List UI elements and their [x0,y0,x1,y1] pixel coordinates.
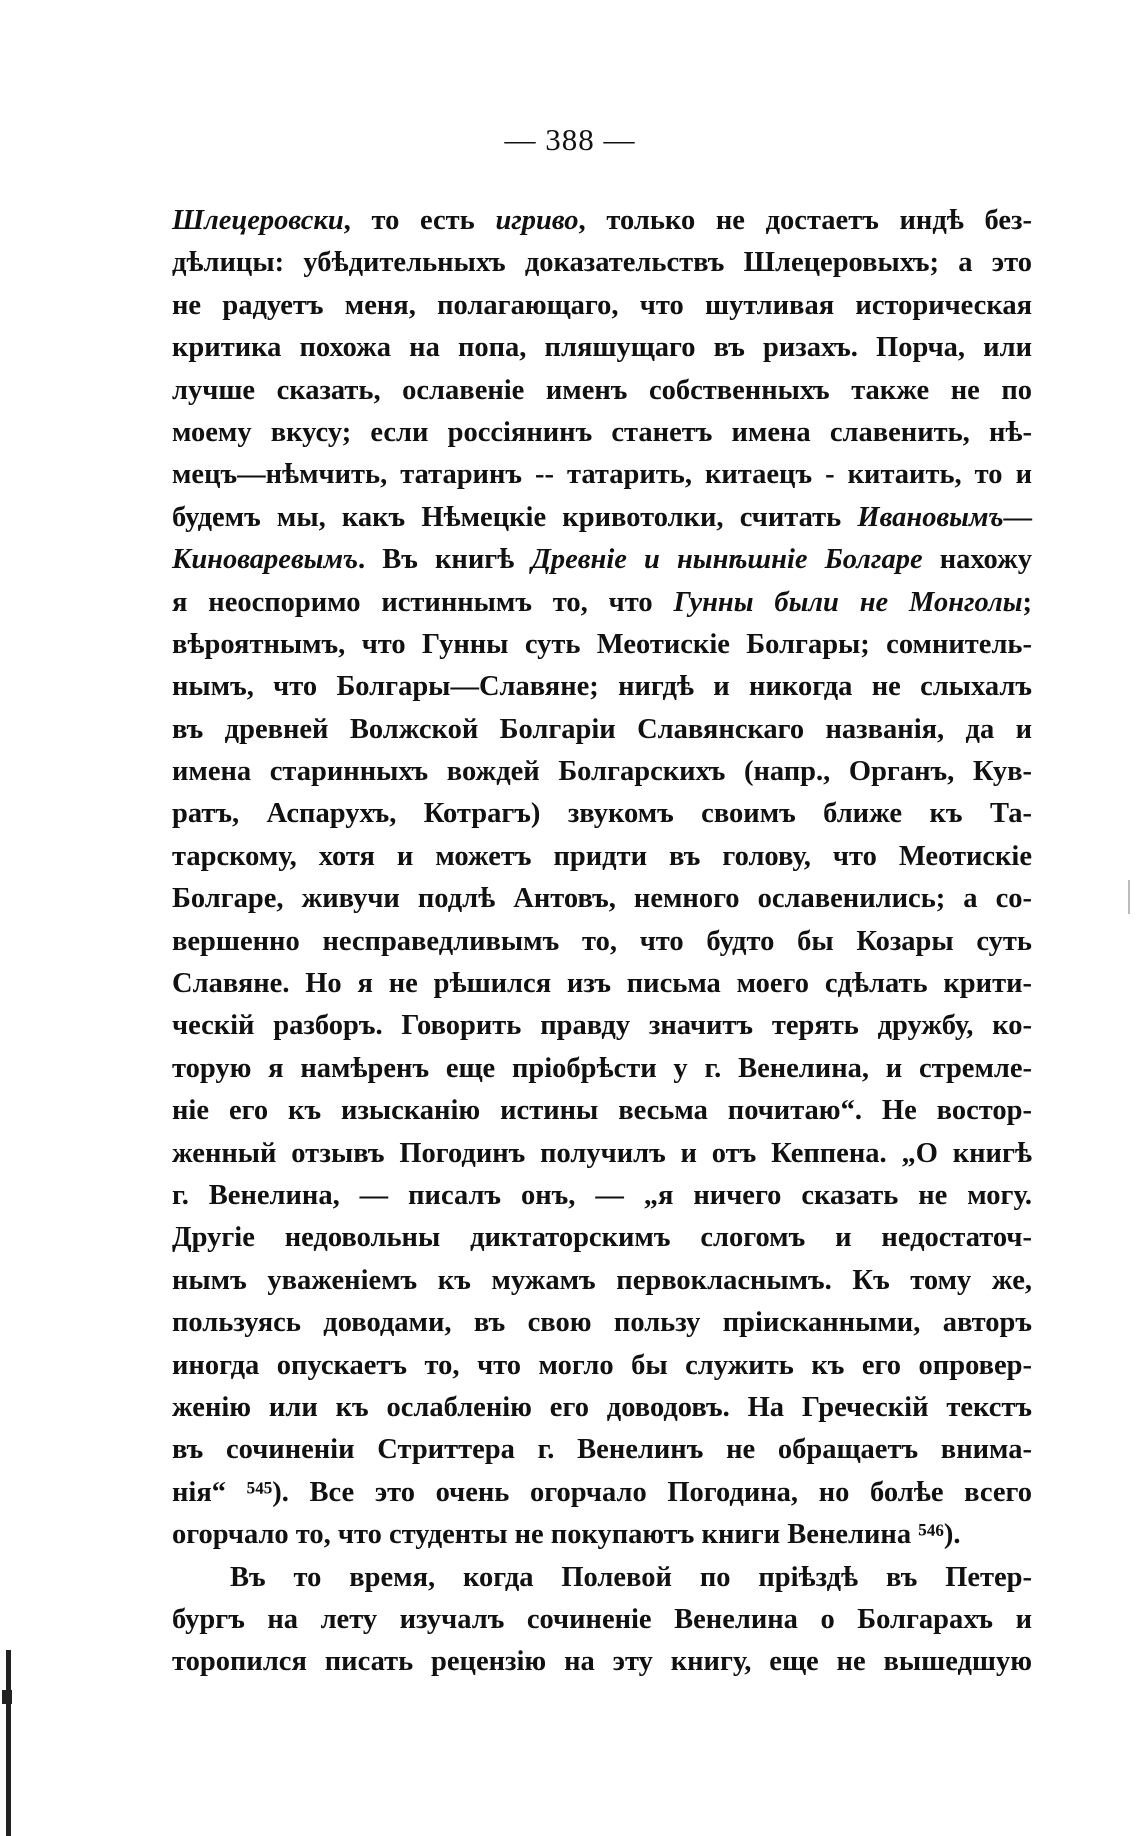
scan-artifact-mark [1128,880,1130,914]
text-line: моему вкусу; если россіянинъ станетъ имена славенить, нѣ- [172,416,1032,448]
scan-edge-mark [6,1650,11,1836]
body-text [172,200,1032,1684]
text-line: критика похожа на попа, пляшущаго въ ризахъ. Порча, или [172,332,1032,364]
scan-edge-notch [2,1690,12,1704]
text-line: я неоспоримо истиннымъ то, что Гунны были не Монголы; [172,586,1032,618]
text-line: вершенно несправедливымъ то, что будто бы Козары суть [172,925,1032,957]
text-line: г. Венелина, — писалъ онъ, — „я ничего сказать не могу. [172,1179,1032,1211]
text-line: иногда опускаетъ то, что могло бы служить къ его опровер- [172,1349,1032,1381]
text-line: ратъ, Аспарухъ, Котрагъ) звукомъ своимъ ближе къ Та- [172,798,1032,830]
text-line: въ древней Волжской Болгаріи Славянскаго названія, да и [172,713,1032,745]
text-line: лучше сказать, ославеніе именъ собственныхъ также не по [172,374,1032,406]
text-line: Въ то время, когда Полевой по пріѣздѣ въ Петер- [230,1561,1032,1593]
text-line: бургъ на лету изучалъ сочиненіе Венелина о Болгарахъ и [172,1603,1032,1635]
text-line: женный отзывъ Погодинъ получилъ и отъ Кеппена. „О книгѣ [172,1137,1032,1169]
text-line: Славяне. Но я не рѣшился изъ письма моего сдѣлать крити- [172,968,1032,1000]
text-line: торопился писать рецензію на эту книгу, еще не вышедшую [172,1646,1032,1678]
text-line: вѣроятнымъ, что Гунны суть Меотискіе Болгары; сомнитель- [172,628,1032,660]
text-line: Болгаре, живучи подлѣ Антовъ, немного ославенились; а со- [172,883,1032,915]
text-line: нымъ уваженіемъ къ мужамъ первокласнымъ. Къ тому же, [172,1264,1032,1296]
text-line: торую я намѣренъ еще пріобрѣсти у г. Венелина, и стремле- [172,1052,1032,1084]
text-line: имена старинныхъ вождей Болгарскихъ (напр., Органъ, Кув- [172,756,1032,788]
text-line: въ сочиненіи Стриттера г. Венелинъ не обращаетъ внима- [172,1434,1032,1466]
text-line: дѣлицы: убѣдительныхъ доказательствъ Шлецеровыхъ; а это [172,247,1032,279]
text-line: мецъ—нѣмчить, татаринъ -- татарить, китаецъ - китаить, то и [172,459,1032,491]
text-line: будемъ мы, какъ Нѣмецкіе кривотолки, считать Ивановымъ— [172,501,1032,533]
text-line: пользуясь доводами, въ свою пользу пріисканными, авторъ [172,1307,1032,1339]
text-line: не радуетъ меня, полагающаго, что шутливая историческая [172,289,1032,321]
text-line: тарскому, хотя и можетъ придти въ голову, что Меотискіе [172,840,1032,872]
page-number: — 388 — [504,122,636,157]
text-line: Шлецеровски, то есть игриво, только не достаетъ индѣ без- [172,205,1032,236]
text-line: Киноваревымъ. Въ книгѣ Древніе и нынѣшніе Болгаре нахожу [172,544,1032,576]
text-line: Другіе недовольны диктаторскимъ слогомъ и недостаточ- [172,1222,1032,1254]
text-line: ческій разборъ. Говорить правду значитъ терять дружбу, ко- [172,1010,1032,1042]
text-line: ніе его къ изысканію истины весьма почитаю“. Не востор- [172,1095,1032,1127]
text-line: огорчало то, что студенты не покупаютъ книги Венелина ⁵⁴⁶). [172,1519,961,1551]
text-line: нія“ ⁵⁴⁵). Все это очень огорчало Погодина, но болѣе всего [172,1476,1032,1508]
text-line: женію или къ ослабленію его доводовъ. На Греческій текстъ [172,1391,1032,1423]
text-line: нымъ, что Болгары—Славяне; нигдѣ и никогда не слыхалъ [172,671,1032,703]
